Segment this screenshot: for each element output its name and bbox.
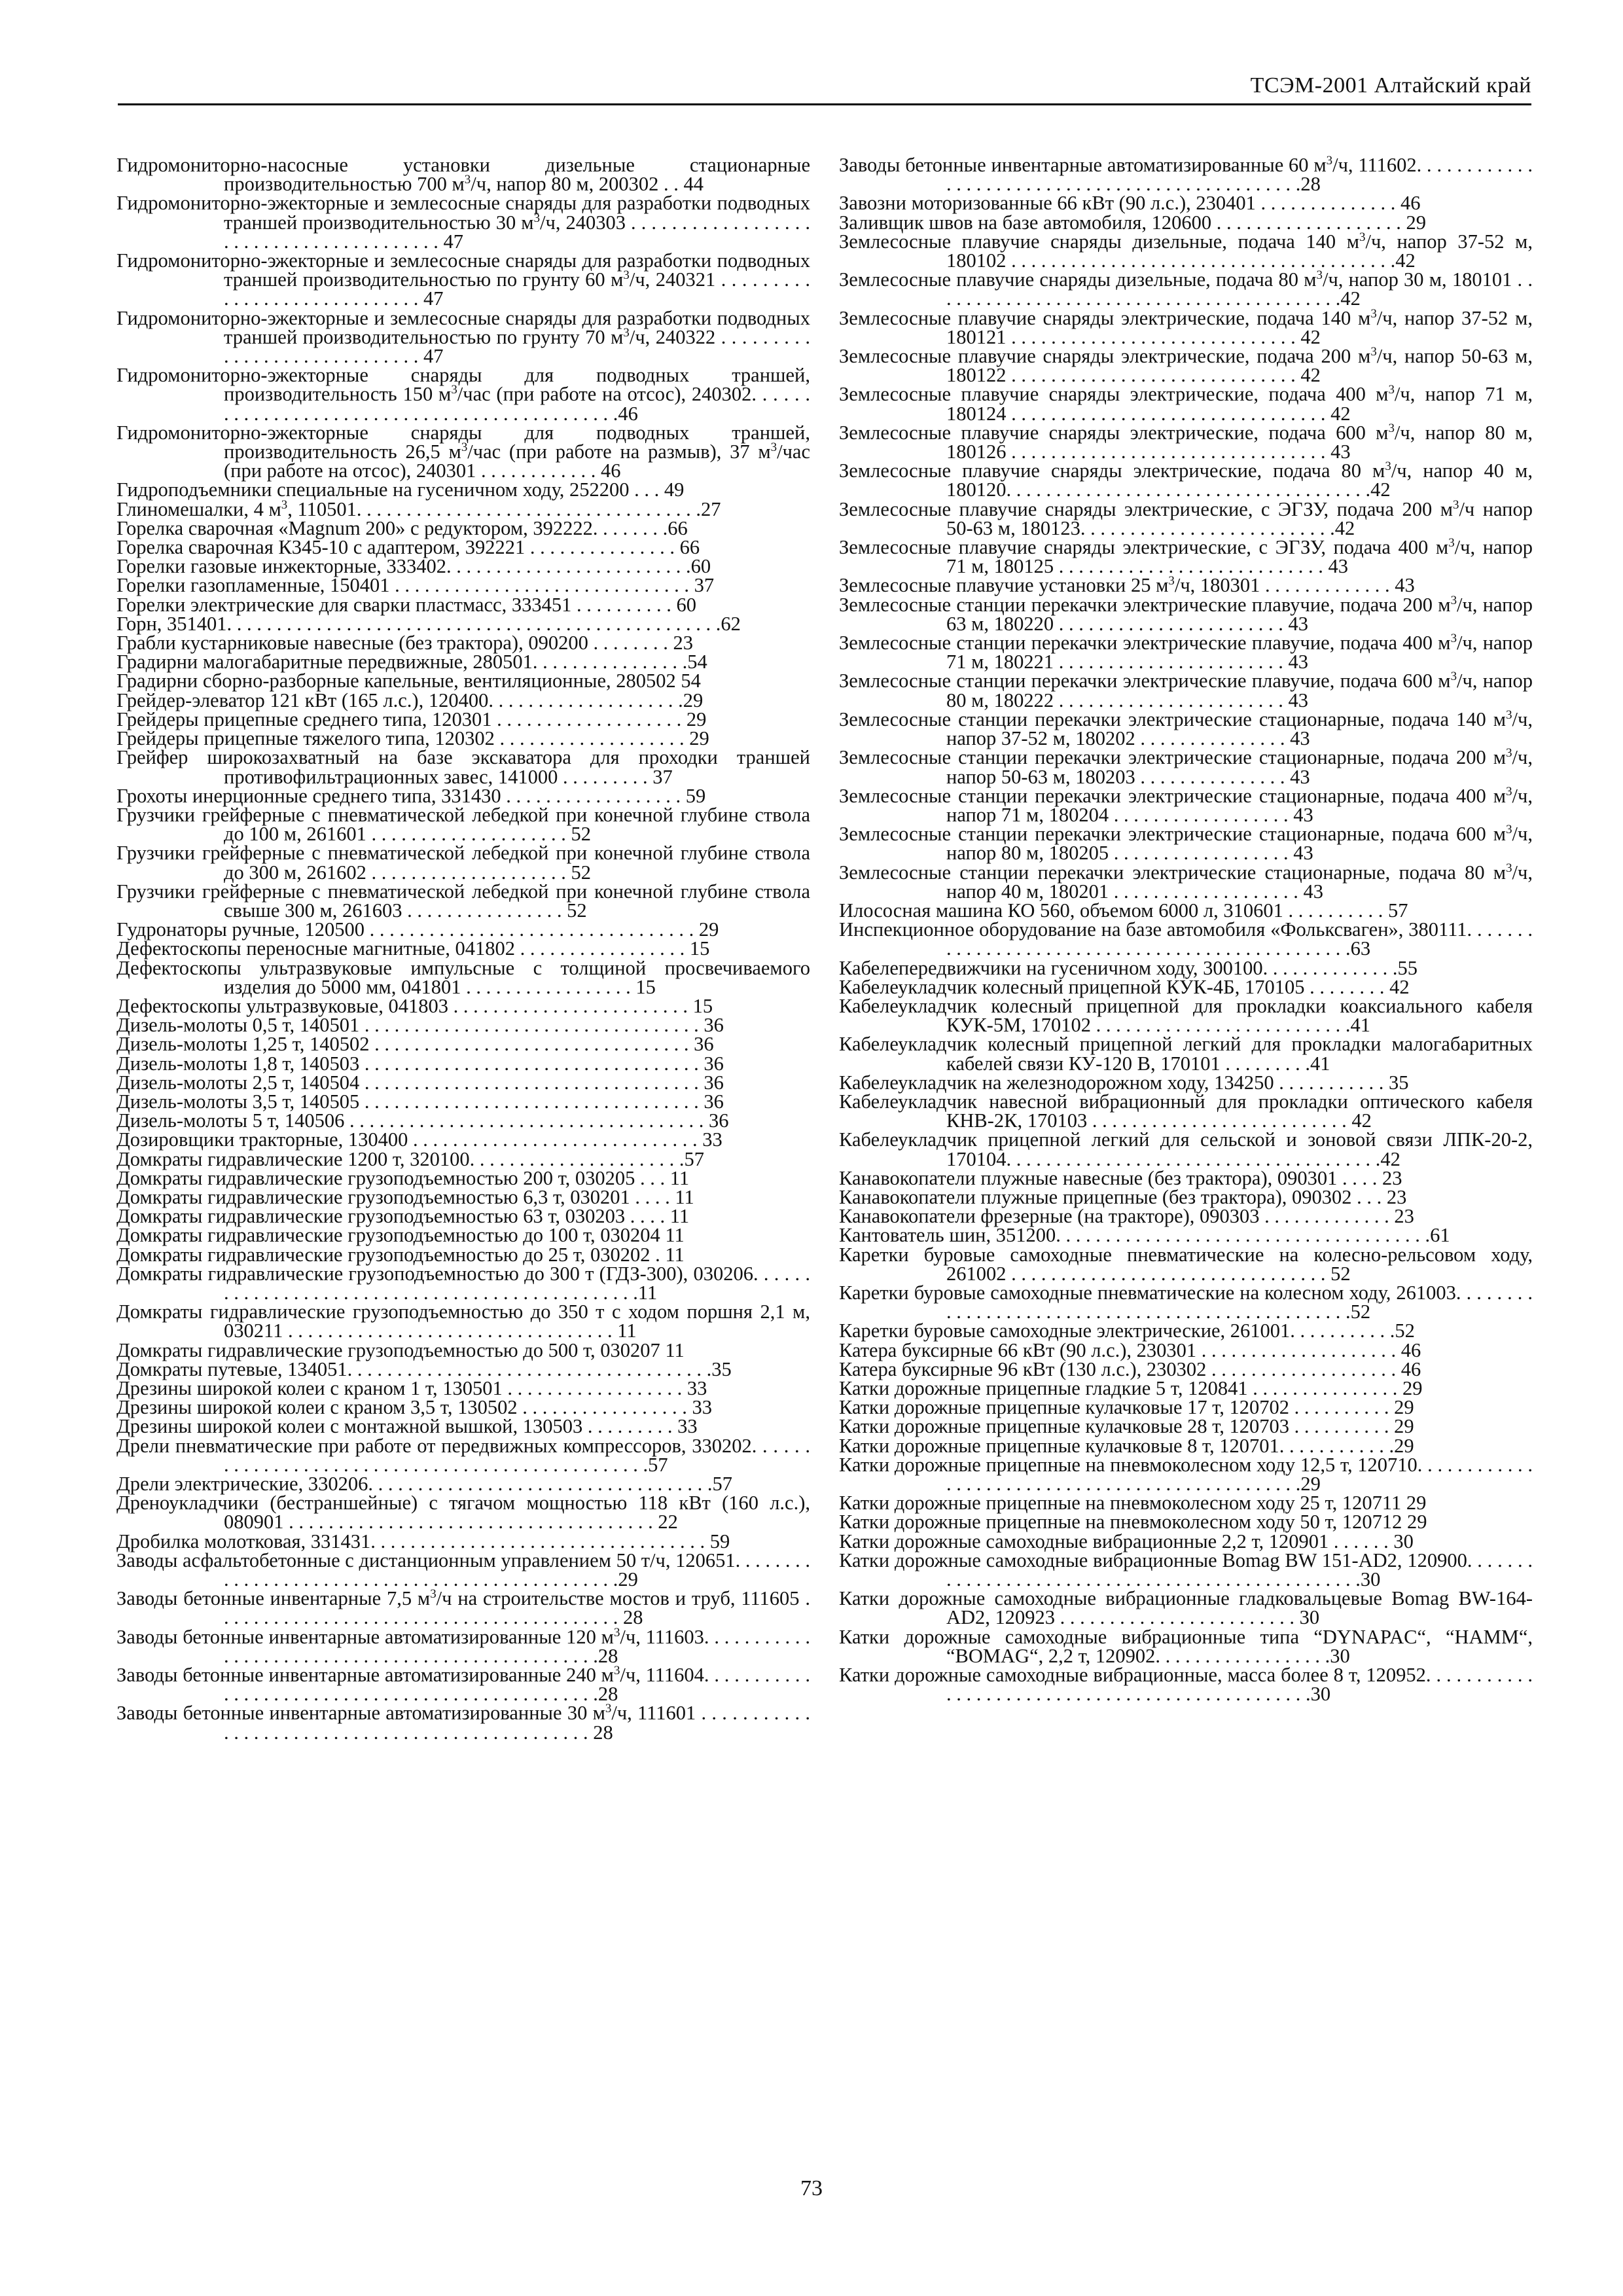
index-entry: Землесосные станции перекачки электрические стационарные, подача 200 $м^3/ч$, напор 50-63 м, 180203 . . . . . . . . . . . . . . . 43 (839, 746, 1533, 788)
index-entry: Землесосные плавучие снаряды электрические, с ЭГЗУ, подача 200 $м^3/ч$ напор 50-63 м, 180123. . . . . . . . . . . . . . . . . . . . . . . . . .42 (839, 497, 1533, 539)
index-entry: Заводы бетонные инвентарные автоматизированные 120 $м^3/ч$, 111603. . . . . . . . . . . . . . . . . . . . . . . . . . . . . . . . . . . . . . . . . . . . . . . . .28 (116, 1625, 810, 1667)
index-entry: Землесосные станции перекачки электрические стационарные, подача 80 $м^3/ч$, напор 40 м, 180201 . . . . . . . . . . . . . . . . . . . 43 (839, 861, 1533, 903)
index-entry: Завозни моторизованные 66 кВт (90 л.с.), 230401 . . . . . . . . . . . . . . 46 (839, 192, 1421, 215)
index-entry: Грузчики грейферные с пневматической лебедкой при конечной глубине ствола до 300 м, 261602 . . . . . . . . . . . . . . . . . . . . 52 (116, 842, 810, 884)
index-entry: Катки дорожные самоходные вибрационные, масса более 8 т, 120952. . . . . . . . . . . . . . . . . . . . . . . . . . . . . . . . . . . . . . . . . . . . . . . .30 (839, 1664, 1533, 1706)
index-entry: Катки дорожные прицепные на пневмоколесном ходу 12,5 т, 120710. . . . . . . . . . . . . . . . . . . . . . . . . . . . . . . . . . . . . . . . . . . . . . . .29 (839, 1453, 1533, 1496)
index-entry: Грейдеры прицепные среднего типа, 120301 . . . . . . . . . . . . . . . . . . . 29 (116, 708, 707, 730)
header-title: ТСЭМ-2001 Алтайский край (1250, 73, 1531, 98)
index-column-right (839, 153, 1533, 1706)
index-entry: Землесосные станции перекачки электрические плавучие, подача 600 $м^3/ч$, напор 80 м, 180222 . . . . . . . . . . . . . . . . . . . . . . . 43 (839, 670, 1533, 711)
index-entry: Дизель-молоты 5 т, 140506 . . . . . . . . . . . . . . . . . . . . . . . . . . . . . . . . . . . . 36 (116, 1109, 729, 1132)
index-entry: Дрели электрические, 330206. . . . . . . . . . . . . . . . . . . . . . . . . . . . . . . . . . .57 (116, 1473, 732, 1496)
index-entry: Катки дорожные прицепные на пневмоколесном ходу 25 т, 120711 29 (839, 1492, 1427, 1515)
index-entry: Гидромониторно-эжекторные и землесосные снаряды для разработки подводных траншей производительностью по грунту 70 $м^3/ч$, 240322 . . . . . . . . . . . . . . . . . . . . . . . . . . . . . 47 (116, 306, 810, 368)
index-entry: Канавокопатели фрезерные (на тракторе), 090303 . . . . . . . . . . . . . 23 (839, 1205, 1414, 1228)
index-entry: Градирни малогабаритные передвижные, 280501. . . . . . . . . . . . . . . .54 (116, 651, 707, 673)
index-entry: Дозировщики тракторные, 130400 . . . . . . . . . . . . . . . . . . . . . . . . . . . . . 33 (116, 1128, 722, 1151)
index-entry: Землесосные плавучие снаряды электрические, с ЭГЗУ, подача 400 $м^3/ч$, напор 71 м, 180125 . . . . . . . . . . . . . . . . . . . . . . . . . . . 43 (839, 535, 1533, 578)
index-entry: Грузчики грейферные с пневматической лебедкой при конечной глубине ствола свыше 300 м, 261603 . . . . . . . . . . . . . . . . 52 (116, 880, 810, 922)
index-entry: Гидромониторно-эжекторные снаряды для подводных траншей, производительность 26,5 $м^3$/час (при работе на размыв), 37 $м^3$/час (при работе на отсос), 240301 . . . . . . . . . . . . 46 (116, 421, 810, 482)
index-entry: Землесосные станции перекачки электрические стационарные, подача 140 $м^3/ч$, напор 37-52 м, 180202 . . . . . . . . . . . . . . . 43 (839, 708, 1533, 750)
index-entry: Дизель-молоты 3,5 т, 140505 . . . . . . . . . . . . . . . . . . . . . . . . . . . . . . . . . . 36 (116, 1090, 724, 1113)
index-entry: Инспекционное оборудование на базе автомобиля «Фольксваген», 380111. . . . . . . . . . . . . . . . . . . . . . . . . . . . . . . . . . . . . . . . . . . . . . . .63 (839, 918, 1533, 960)
index-entry: Горелки газопламенные, 150401 . . . . . . . . . . . . . . . . . . . . . . . . . . . . . . 37 (116, 574, 715, 597)
index-entry: Дефектоскопы переносные магнитные, 041802 . . . . . . . . . . . . . . . . . 15 (116, 937, 710, 960)
index-entry: Дробилка молотковая, 331431. . . . . . . . . . . . . . . . . . . . . . . . . . . . . . . . . . 59 (116, 1530, 730, 1552)
index-entry: Кабелепередвижчики на гусеничном ходу, 300100. . . . . . . . . . . . . .55 (839, 956, 1418, 979)
index-entry: Катки дорожные прицепные кулачковые 28 т, 120703 . . . . . . . . . . 29 (839, 1415, 1414, 1438)
index-entry: Домкраты гидравлические грузоподъемностью до 25 т, 030202 . 11 (116, 1243, 685, 1266)
index-entry: Землесосные плавучие снаряды электрические, подача 140 $м^3/ч$, напор 37-52 м, 180121 . . . . . . . . . . . . . . . . . . . . . . . . . . . . . 42 (839, 306, 1533, 348)
index-entry: Грейдер-элеватор 121 кВт (165 л.с.), 120400. . . . . . . . . . . . . . . . . . . .29 (116, 689, 704, 711)
index-entry: Землесосные станции перекачки электрические плавучие, подача 400 $м^3/ч$, напор 71 м, 180221 . . . . . . . . . . . . . . . . . . . . . . . 43 (839, 631, 1533, 673)
index-entry: Дизель-молоты 0,5 т, 140501 . . . . . . . . . . . . . . . . . . . . . . . . . . . . . . . . . . 36 (116, 1014, 724, 1037)
index-entry: Гидромониторно-эжекторные и землесосные снаряды для разработки подводных траншей производительностью 30 $м^3/ч$, 240303 . . . . . . . . . . . . . . . . . . . . . . . . . . . . . . . . . . . . . . . . 47 (116, 192, 810, 253)
index-entry: Дрели пневматические при работе от передвижных компрессоров, 330202. . . . . . . . . . . . . . . . . . . . . . . . . . . . . . . . . . . . . . . . . . . . . . . . .57 (116, 1434, 810, 1476)
index-entry: Кабелеукладчик колесный прицепной для прокладки коаксиального кабеля КУК-5М, 170102 . . . . . . . . . . . . . . . . . . . . . . . . . .41 (839, 994, 1533, 1037)
index-entry: Горелки газовые инжекторные, 333402. . . . . . . . . . . . . . . . . . . . . . . . .60 (116, 555, 711, 578)
index-entry: Домкраты гидравлические грузоподъемностью 200 т, 030205 . . . 11 (116, 1166, 690, 1189)
index-entry: Домкраты гидравлические 1200 т, 320100. . . . . . . . . . . . . . . . . . . . . .57 (116, 1147, 704, 1170)
index-entry: Катера буксирные 66 кВт (90 л.с.), 230301 . . . . . . . . . . . . . . . . . . . . 46 (839, 1338, 1421, 1361)
index-entry: Землесосные станции перекачки электрические стационарные, подача 400 $м^3/ч$, напор 71 м, 180204 . . . . . . . . . . . . . . . . . . 43 (839, 784, 1533, 826)
index-entry: Дизель-молоты 1,25 т, 140502 . . . . . . . . . . . . . . . . . . . . . . . . . . . . . . . . 36 (116, 1033, 714, 1056)
index-entry: Землесосные плавучие снаряды дизельные, подача 80 $м^3/ч$, напор 30 м, 180101 . . . . . . . . . . . . . . . . . . . . . . . . . . . . . . . . . . . . . . . . . .42 (839, 268, 1533, 310)
index-entry: Кабелеукладчик прицепной легкий для сельской и зоновой связи ЛПК-20-2, 170104. . . . . . . . . . . . . . . . . . . . . . . . . . . . . . . . . . . . . .42 (839, 1128, 1533, 1170)
index-entry: Дрезины широкой колеи с краном 3,5 т, 130502 . . . . . . . . . . . . . . . . . 33 (116, 1396, 712, 1419)
index-entry: Грейфер широкозахватный на базе экскаватора для проходки траншей противофильтрационных завес, 141000 . . . . . . . . . 37 (116, 746, 810, 788)
index-entry: Горелки электрические для сварки пластмасс, 333451 . . . . . . . . . . 60 (116, 593, 696, 616)
index-entry: Катера буксирные 96 кВт (130 л.с.), 230302 . . . . . . . . . . . . . . . . . . . 46 (839, 1357, 1421, 1380)
index-entry: Катки дорожные прицепные гладкие 5 т, 120841 . . . . . . . . . . . . . . . 29 (839, 1377, 1423, 1399)
index-entry: Катки дорожные прицепные на пневмоколесном ходу 50 т, 120712 29 (839, 1511, 1427, 1534)
index-entry: Кабелеукладчик колесный прицепной КУК-4Б, 170105 . . . . . . . . 42 (839, 975, 1410, 998)
index-entry: Заводы бетонные инвентарные автоматизированные 30 $м^3/ч$, 111601 . . . . . . . . . . . . . . . . . . . . . . . . . . . . . . . . . . . . . . . . . . . . . . . . 28 (116, 1702, 810, 1744)
index-entry: Гидроподъемники специальные на гусеничном ходу, 252200 . . . 49 (116, 478, 685, 501)
index-entry: Градирни сборно-разборные капельные, вентиляционные, 280502 54 (116, 670, 701, 692)
index-entry: Домкраты гидравлические грузоподъемностью до 300 т (ГДЗ-300), 030206. . . . . . . . . . . . . . . . . . . . . . . . . . . . . . . . . . . . . . . . . . . . . . . .11 (116, 1262, 810, 1304)
index-entry: Илососная машина КО 560, объемом 6000 л, 310601 . . . . . . . . . . 57 (839, 899, 1408, 922)
index-entry: Землесосные плавучие снаряды электрические, подача 80 $м^3/ч$, напор 40 м, 180120. . . . . . . . . . . . . . . . . . . . . . . . . . . . . . . . . . . . .42 (839, 459, 1533, 501)
index-entry: Землесосные станции перекачки электрические плавучие, подача 200 $м^3/ч$, напор 63 м, 180220 . . . . . . . . . . . . . . . . . . . . . . . 43 (839, 593, 1533, 635)
index-entry: Гидромониторно-эжекторные и землесосные снаряды для разработки подводных траншей производительностью по грунту 60 $м^3/ч$, 240321 . . . . . . . . . . . . . . . . . . . . . . . . . . . . . 47 (116, 249, 810, 310)
running-header (118, 65, 1531, 105)
index-entry: Заводы бетонные инвентарные автоматизированные 240 $м^3/ч$, 111604. . . . . . . . . . . . . . . . . . . . . . . . . . . . . . . . . . . . . . . . . . . . . . . . .28 (116, 1663, 810, 1706)
index-entry: Дреноукладчики (бестраншейные) с тягачом мощностью 118 кВт (160 л.с.), 080901 . . . . . . . . . . . . . . . . . . . . . . . . . . . . . . . . . . . . . 22 (116, 1492, 810, 1534)
index-entry: Землесосные плавучие снаряды электрические, подача 200 $м^3/ч$, напор 50-63 м, 180122 . . . . . . . . . . . . . . . . . . . . . . . . . . . . . 42 (839, 344, 1533, 387)
index-entry: Заводы бетонные инвентарные 7,5 $м^3/ч$ на строительстве мостов и труб, 111605 . . . . . . . . . . . . . . . . . . . . . . . . . . . . . . . . . . . . . . . . . 28 (116, 1587, 810, 1629)
index-entry: Дрезины широкой колеи с монтажной вышкой, 130503 . . . . . . . . . 33 (116, 1415, 698, 1438)
index-entry: Горелка сварочная «Magnum 200» с редуктором, 392222. . . . . . . .66 (116, 516, 688, 539)
index-entry: Катки дорожные прицепные кулачковые 8 т, 120701. . . . . . . . . . . .29 (839, 1434, 1414, 1457)
index-entry: Дрезины широкой колеи с краном 1 т, 130501 . . . . . . . . . . . . . . . . . . 33 (116, 1377, 707, 1399)
index-entry: Канавокопатели плужные навесные (без трактора), 090301 . . . . 23 (839, 1166, 1402, 1189)
index-entry: Домкраты гидравлические грузоподъемностью до 350 т с ходом поршня 2,1 м, 030211 . . . . . . . . . . . . . . . . . . . . . . . . . . . . . . . . . 11 (116, 1300, 810, 1342)
index-entry: Кабелеукладчик навесной вибрационный для прокладки оптического кабеля КНВ-2К, 170103 . . . . . . . . . . . . . . . . . . . . . . . . . . 42 (839, 1090, 1533, 1132)
index-entry: Горн, 351401. . . . . . . . . . . . . . . . . . . . . . . . . . . . . . . . . . . . . . . . . . . . . . . . . .62 (116, 612, 741, 635)
index-entry: Домкраты гидравлические грузоподъемностью до 100 т, 030204 11 (116, 1224, 685, 1247)
index-entry: Домкраты гидравлические грузоподъемностью 6,3 т, 030201 . . . . 11 (116, 1185, 694, 1208)
index-entry: Катки дорожные самоходные вибрационные гладковальцевые Bomag BW-164-AD2, 120923 . . . . . . . . . . . . . . . . . . . . . . . . 30 (839, 1587, 1533, 1629)
index-entry: Каретки буровые самоходные пневматические на колесно-рельсовом ходу, 261002 . . . . . . . . . . . . . . . . . . . . . . . . . . . . . . . . 52 (839, 1243, 1533, 1285)
index-entry: Катки дорожные самоходные вибрационные типа “DYNAPAC“, “HAMM“, “BOMAG“, 2,2 т, 120902. . . . . . . . . . . . . . . . . .30 (839, 1625, 1533, 1667)
index-entry: Катки дорожные самоходные вибрационные 2,2 т, 120901 . . . . . . 30 (839, 1530, 1414, 1552)
index-entry: Каретки буровые самоходные электрические, 261001. . . . . . . . . . .52 (839, 1319, 1415, 1342)
index-entry: Гидромониторно-насосные установки дизельные стационарные производительностью 700 $м^3/ч$, напор 80 м, 200302 . . 44 (116, 154, 810, 196)
index-entry: Катки дорожные прицепные кулачковые 17 т, 120702 . . . . . . . . . . 29 (839, 1396, 1414, 1419)
index-entry: Дизель-молоты 1,8 т, 140503 . . . . . . . . . . . . . . . . . . . . . . . . . . . . . . . . . . 36 (116, 1052, 724, 1075)
index-entry: Заводы асфальтобетонные с дистанционным управлением 50 т/ч, 120651. . . . . . . . . . . . . . . . . . . . . . . . . . . . . . . . . . . . . . . . . . . . . . . .29 (116, 1549, 810, 1591)
index-entry: Дизель-молоты 2,5 т, 140504 . . . . . . . . . . . . . . . . . . . . . . . . . . . . . . . . . . 36 (116, 1071, 724, 1094)
index-column-left (116, 156, 810, 1742)
index-entry: Канавокопатели плужные прицепные (без трактора), 090302 . . . 23 (839, 1185, 1407, 1208)
index-entry: Грузчики грейферные с пневматической лебедкой при конечной глубине ствола до 100 м, 261601 . . . . . . . . . . . . . . . . . . . . 52 (116, 803, 810, 846)
index-entry: Горелка сварочная К345-10 с адаптером, 392221 . . . . . . . . . . . . . . . 66 (116, 536, 700, 559)
index-entry: Катки дорожные самоходные вибрационные Bomag BW 151-AD2, 120900. . . . . . . . . . . . . . . . . . . . . . . . . . . . . . . . . . . . . . . . . . . . . . . . .30 (839, 1549, 1533, 1591)
index-entry: Землесосные плавучие снаряды электрические, подача 600 $м^3/ч$, напор 80 м, 180126 . . . . . . . . . . . . . . . . . . . . . . . . . . . . . . . . 43 (839, 421, 1533, 463)
index-entry: Кабелеукладчик на железнодорожном ходу, 134250 . . . . . . . . . . . 35 (839, 1071, 1409, 1094)
index-entry: Домкраты путевые, 134051. . . . . . . . . . . . . . . . . . . . . . . . . . . . . . . . . . . . .35 (116, 1357, 732, 1380)
index-entry: Землесосные плавучие снаряды электрические, подача 400 $м^3/ч$, напор 71 м, 180124 . . . . . . . . . . . . . . . . . . . . . . . . . . . . . . . . 42 (839, 383, 1533, 425)
index-entry: Домкраты гидравлические грузоподъемностью 63 т, 030203 . . . . 11 (116, 1205, 690, 1228)
index-entry: Гудронаторы ручные, 120500 . . . . . . . . . . . . . . . . . . . . . . . . . . . . . . . . . 29 (116, 918, 719, 941)
index-entry: Дефектоскопы ультразвуковые, 041803 . . . . . . . . . . . . . . . . . . . . . . . . 15 (116, 994, 713, 1017)
index-entry: Гидромониторно-эжекторные снаряды для подводных траншей, производительность 150 $м^3$/час (при работе на отсос), 240302. . . . . . . . . . . . . . . . . . . . . . . . . . . . . . . . . . . . . . . . . . . . . .46 (116, 364, 810, 425)
index-entry: Дефектоскопы ультразвуковые импульсные с толщиной просвечиваемого изделия до 5000 мм, 041801 . . . . . . . . . . . . . . . . . 15 (116, 956, 810, 998)
index-entry: Землесосные станции перекачки электрические стационарные, подача 600 $м^3/ч$, напор 80 м, 180205 . . . . . . . . . . . . . . . . . . 43 (839, 822, 1533, 865)
index-entry: Глиномешалки, 4 $м^3$, 110501. . . . . . . . . . . . . . . . . . . . . . . . . . . . . . . . . . .27 (116, 497, 721, 520)
index-entry: Кабелеукладчик колесный прицепной легкий для прокладки малогабаритных кабелей связи КУ-120 В, 170101 . . . . . . . . .41 (839, 1033, 1533, 1075)
index-entry: Грейдеры прицепные тяжелого типа, 120302 . . . . . . . . . . . . . . . . . . . 29 (116, 727, 709, 750)
index-entry: Заводы бетонные инвентарные автоматизированные 60 $м^3/ч$, 111602. . . . . . . . . . . . . . . . . . . . . . . . . . . . . . . . . . . . . . . . . . . . . . . .28 (839, 153, 1533, 196)
index-entry: Землесосные плавучие установки 25 $м^3/ч$, 180301 . . . . . . . . . . . . . 43 (839, 574, 1415, 597)
index-entry: Заливщик швов на базе автомобиля, 120600 . . . . . . . . . . . . . . . . . . . 29 (839, 211, 1427, 234)
index-entry: Грабли кустарниковые навесные (без трактора), 090200 . . . . . . . . 23 (116, 632, 693, 655)
index-entry: Домкраты гидравлические грузоподъемностью до 500 т, 030207 11 (116, 1338, 685, 1361)
page-number: 73 (800, 2176, 823, 2200)
index-entry: Кантователь шин, 351200. . . . . . . . . . . . . . . . . . . . . . . . . . . . . . . . . . . . . .61 (839, 1224, 1450, 1247)
index-entry: Грохоты инерционные среднего типа, 331430 . . . . . . . . . . . . . . . . . . 59 (116, 784, 706, 807)
index-entry: Каретки буровые самоходные пневматические на колесном ходу, 261003. . . . . . . . . . . . . . . . . . . . . . . . . . . . . . . . . . . . . . . . . . . . . . . . .52 (839, 1281, 1533, 1323)
index-entry: Землесосные плавучие снаряды дизельные, подача 140 $м^3/ч$, напор 37-52 м, 180102 . . . . . . . . . . . . . . . . . . . . . . . . . . . . . . . . . . . . . . .42 (839, 230, 1533, 272)
